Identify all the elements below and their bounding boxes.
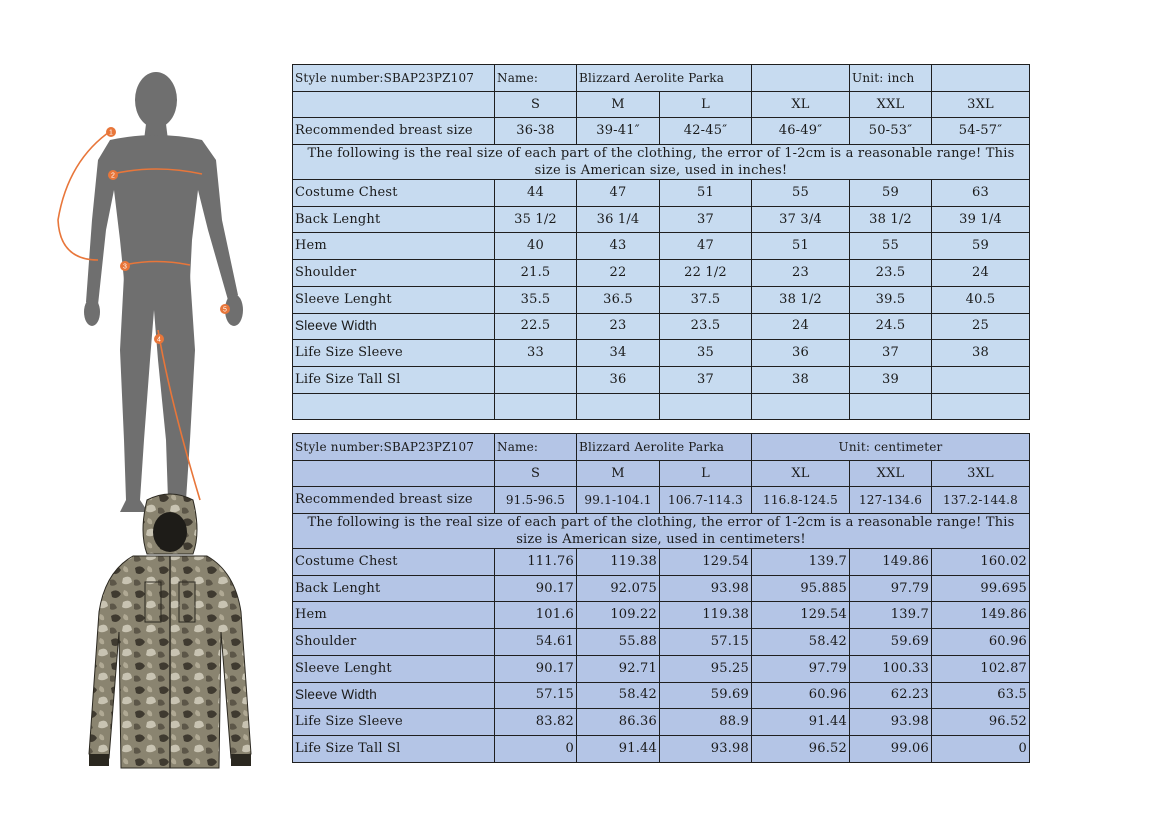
cell: 99.695	[932, 575, 1030, 602]
measure-row	[293, 575, 1030, 602]
measure-row	[293, 629, 1030, 656]
name-label: Name:	[495, 65, 577, 92]
row-label: Sleeve Width	[293, 682, 495, 709]
cell: 109.22	[577, 602, 660, 629]
cell: 91.44	[577, 735, 660, 762]
cell: 59	[932, 233, 1030, 260]
cell: 59	[850, 180, 932, 207]
cell: 95.25	[660, 655, 752, 682]
cell: 92.075	[577, 575, 660, 602]
svg-text:3: 3	[123, 263, 127, 271]
notice-row	[293, 145, 1030, 180]
cell: 97.79	[752, 655, 850, 682]
cell: 99.06	[850, 735, 932, 762]
svg-text:1: 1	[109, 129, 113, 137]
size-notice: The following is the real size of each part of the clothing, the error of 1-2cm is a reasonable range! This size is American size, used in inches!	[293, 145, 1030, 180]
size-header: S	[495, 91, 577, 118]
size-header: L	[660, 460, 752, 487]
breast-value: 127-134.6	[850, 487, 932, 514]
header-row	[293, 65, 1030, 92]
cell	[932, 366, 1030, 393]
unit-label: Unit: inch	[850, 65, 932, 92]
cell: 23	[577, 313, 660, 340]
svg-text:2: 2	[111, 172, 115, 180]
cell: 92.71	[577, 655, 660, 682]
empty-cell	[495, 393, 577, 420]
cell: 55.88	[577, 629, 660, 656]
empty-cell	[293, 91, 495, 118]
row-label: Sleeve Width	[293, 313, 495, 340]
size-header: M	[577, 460, 660, 487]
cell: 119.38	[577, 549, 660, 576]
measure-row	[293, 206, 1030, 233]
cell: 55	[752, 180, 850, 207]
cell: 38 1/2	[850, 206, 932, 233]
row-label: Hem	[293, 233, 495, 260]
size-header: XXL	[850, 460, 932, 487]
breast-value: 39-41″	[577, 118, 660, 145]
size-header: 3XL	[932, 91, 1030, 118]
cell: 100.33	[850, 655, 932, 682]
cell: 129.54	[752, 602, 850, 629]
cell: 22	[577, 260, 660, 287]
cell: 111.76	[495, 549, 577, 576]
cell: 57.15	[660, 629, 752, 656]
row-label: Recommended breast size	[293, 118, 495, 145]
measure-row	[293, 549, 1030, 576]
cell: 86.36	[577, 709, 660, 736]
cell: 60.96	[932, 629, 1030, 656]
breast-value: 99.1-104.1	[577, 487, 660, 514]
cell: 36 1/4	[577, 206, 660, 233]
notice-row	[293, 514, 1030, 549]
cell: 36.5	[577, 286, 660, 313]
breast-value: 116.8-124.5	[752, 487, 850, 514]
size-header: S	[495, 460, 577, 487]
cell: 0	[495, 735, 577, 762]
cell: 47	[660, 233, 752, 260]
cell: 39	[850, 366, 932, 393]
cell: 60.96	[752, 682, 850, 709]
cell: 22 1/2	[660, 260, 752, 287]
cell: 54.61	[495, 629, 577, 656]
measure-row	[293, 260, 1030, 287]
product-name: Blizzard Aerolite Parka	[577, 434, 752, 461]
cell: 149.86	[932, 602, 1030, 629]
cell: 21.5	[495, 260, 577, 287]
row-label: Sleeve Lenght	[293, 655, 495, 682]
breast-value: 106.7-114.3	[660, 487, 752, 514]
cell: 44	[495, 180, 577, 207]
cell: 90.17	[495, 575, 577, 602]
cell: 40	[495, 233, 577, 260]
breast-value: 91.5-96.5	[495, 487, 577, 514]
size-header: M	[577, 91, 660, 118]
cell: 149.86	[850, 549, 932, 576]
cell: 40.5	[932, 286, 1030, 313]
cell: 58.42	[752, 629, 850, 656]
row-label: Back Lenght	[293, 206, 495, 233]
measure-row	[293, 735, 1030, 762]
empty-cell	[660, 393, 752, 420]
empty-cell	[293, 460, 495, 487]
cell: 38	[752, 366, 850, 393]
cell: 35	[660, 340, 752, 367]
cell: 95.885	[752, 575, 850, 602]
cell: 59.69	[850, 629, 932, 656]
unit-label: Unit: centimeter	[752, 434, 1030, 461]
row-label: Costume Chest	[293, 549, 495, 576]
header-row	[293, 434, 1030, 461]
cell: 57.15	[495, 682, 577, 709]
row-label: Shoulder	[293, 260, 495, 287]
cell: 0	[932, 735, 1030, 762]
cell: 119.38	[660, 602, 752, 629]
cell: 34	[577, 340, 660, 367]
breast-value: 50-53″	[850, 118, 932, 145]
body-silhouette	[84, 72, 243, 512]
cell: 88.9	[660, 709, 752, 736]
empty-cell	[932, 65, 1030, 92]
measure-row	[293, 366, 1030, 393]
cell: 59.69	[660, 682, 752, 709]
svg-text:5: 5	[223, 306, 227, 314]
cell	[495, 366, 577, 393]
marker-4	[154, 334, 164, 344]
cell: 97.79	[850, 575, 932, 602]
measure-row	[293, 180, 1030, 207]
breast-row	[293, 118, 1030, 145]
cell: 23.5	[850, 260, 932, 287]
cell: 129.54	[660, 549, 752, 576]
cell: 36	[752, 340, 850, 367]
blank-row	[293, 393, 1030, 420]
cell: 160.02	[932, 549, 1030, 576]
measure-row	[293, 340, 1030, 367]
row-label: Shoulder	[293, 629, 495, 656]
breast-value: 137.2-144.8	[932, 487, 1030, 514]
cell: 93.98	[660, 735, 752, 762]
marker-1	[106, 127, 116, 137]
parka-shape	[89, 494, 251, 768]
cell: 63	[932, 180, 1030, 207]
cell: 47	[577, 180, 660, 207]
cell: 39.5	[850, 286, 932, 313]
cell: 51	[660, 180, 752, 207]
size-header: XXL	[850, 91, 932, 118]
product-name: Blizzard Aerolite Parka	[577, 65, 752, 92]
cell: 37.5	[660, 286, 752, 313]
cell: 35 1/2	[495, 206, 577, 233]
cell: 139.7	[752, 549, 850, 576]
cell: 91.44	[752, 709, 850, 736]
cell: 37 3/4	[752, 206, 850, 233]
cell: 39 1/4	[932, 206, 1030, 233]
empty-cell	[577, 393, 660, 420]
cell: 25	[932, 313, 1030, 340]
cell: 38	[932, 340, 1030, 367]
body-measurement-figure	[40, 60, 270, 530]
cell: 58.42	[577, 682, 660, 709]
measure-row	[293, 655, 1030, 682]
breast-value: 42-45″	[660, 118, 752, 145]
cell: 37	[660, 366, 752, 393]
cell: 35.5	[495, 286, 577, 313]
measure-row	[293, 709, 1030, 736]
cell: 22.5	[495, 313, 577, 340]
row-label: Costume Chest	[293, 180, 495, 207]
measure-row	[293, 233, 1030, 260]
breast-value: 54-57″	[932, 118, 1030, 145]
size-notice: The following is the real size of each part of the clothing, the error of 1-2cm is a reasonable range! This size is American size, used in centimeters!	[293, 514, 1030, 549]
size-header: XL	[752, 460, 850, 487]
empty-cell	[293, 393, 495, 420]
cell: 55	[850, 233, 932, 260]
cell: 96.52	[752, 735, 850, 762]
empty-cell	[932, 393, 1030, 420]
cell: 101.6	[495, 602, 577, 629]
marker-3	[120, 261, 130, 271]
size-header: XL	[752, 91, 850, 118]
row-label: Life Size Sleeve	[293, 709, 495, 736]
cell: 23	[752, 260, 850, 287]
size-chart-inch	[292, 64, 1030, 420]
empty-cell	[752, 65, 850, 92]
measure-row	[293, 313, 1030, 340]
size-row	[293, 91, 1030, 118]
cell: 93.98	[850, 709, 932, 736]
empty-cell	[850, 393, 932, 420]
cell: 23.5	[660, 313, 752, 340]
svg-text:4: 4	[157, 336, 161, 344]
cell: 36	[577, 366, 660, 393]
cell: 51	[752, 233, 850, 260]
marker-2	[108, 170, 118, 180]
row-label: Sleeve Lenght	[293, 286, 495, 313]
row-label: Life Size Tall Sl	[293, 366, 495, 393]
style-number: Style number:SBAP23PZ107	[293, 434, 495, 461]
marker-5	[220, 304, 230, 314]
cell: 24	[752, 313, 850, 340]
cell: 96.52	[932, 709, 1030, 736]
cell: 33	[495, 340, 577, 367]
breast-row	[293, 487, 1030, 514]
breast-value: 46-49″	[752, 118, 850, 145]
parka-product-image	[85, 492, 255, 782]
cell: 63.5	[932, 682, 1030, 709]
cell: 37	[850, 340, 932, 367]
size-header: L	[660, 91, 752, 118]
style-number: Style number:SBAP23PZ107	[293, 65, 495, 92]
cell: 93.98	[660, 575, 752, 602]
cell: 24.5	[850, 313, 932, 340]
cell: 90.17	[495, 655, 577, 682]
row-label: Life Size Sleeve	[293, 340, 495, 367]
cell: 102.87	[932, 655, 1030, 682]
row-label: Back Lenght	[293, 575, 495, 602]
size-row	[293, 460, 1030, 487]
cell: 24	[932, 260, 1030, 287]
row-label: Recommended breast size	[293, 487, 495, 514]
cell: 62.23	[850, 682, 932, 709]
cell: 37	[660, 206, 752, 233]
measure-row	[293, 286, 1030, 313]
size-header: 3XL	[932, 460, 1030, 487]
empty-cell	[752, 393, 850, 420]
cell: 43	[577, 233, 660, 260]
cell: 83.82	[495, 709, 577, 736]
cell: 38 1/2	[752, 286, 850, 313]
cell: 139.7	[850, 602, 932, 629]
size-chart-centimeter	[292, 433, 1030, 763]
measure-row	[293, 682, 1030, 709]
row-label: Life Size Tall Sl	[293, 735, 495, 762]
name-label: Name:	[495, 434, 577, 461]
measure-row	[293, 602, 1030, 629]
breast-value: 36-38	[495, 118, 577, 145]
row-label: Hem	[293, 602, 495, 629]
